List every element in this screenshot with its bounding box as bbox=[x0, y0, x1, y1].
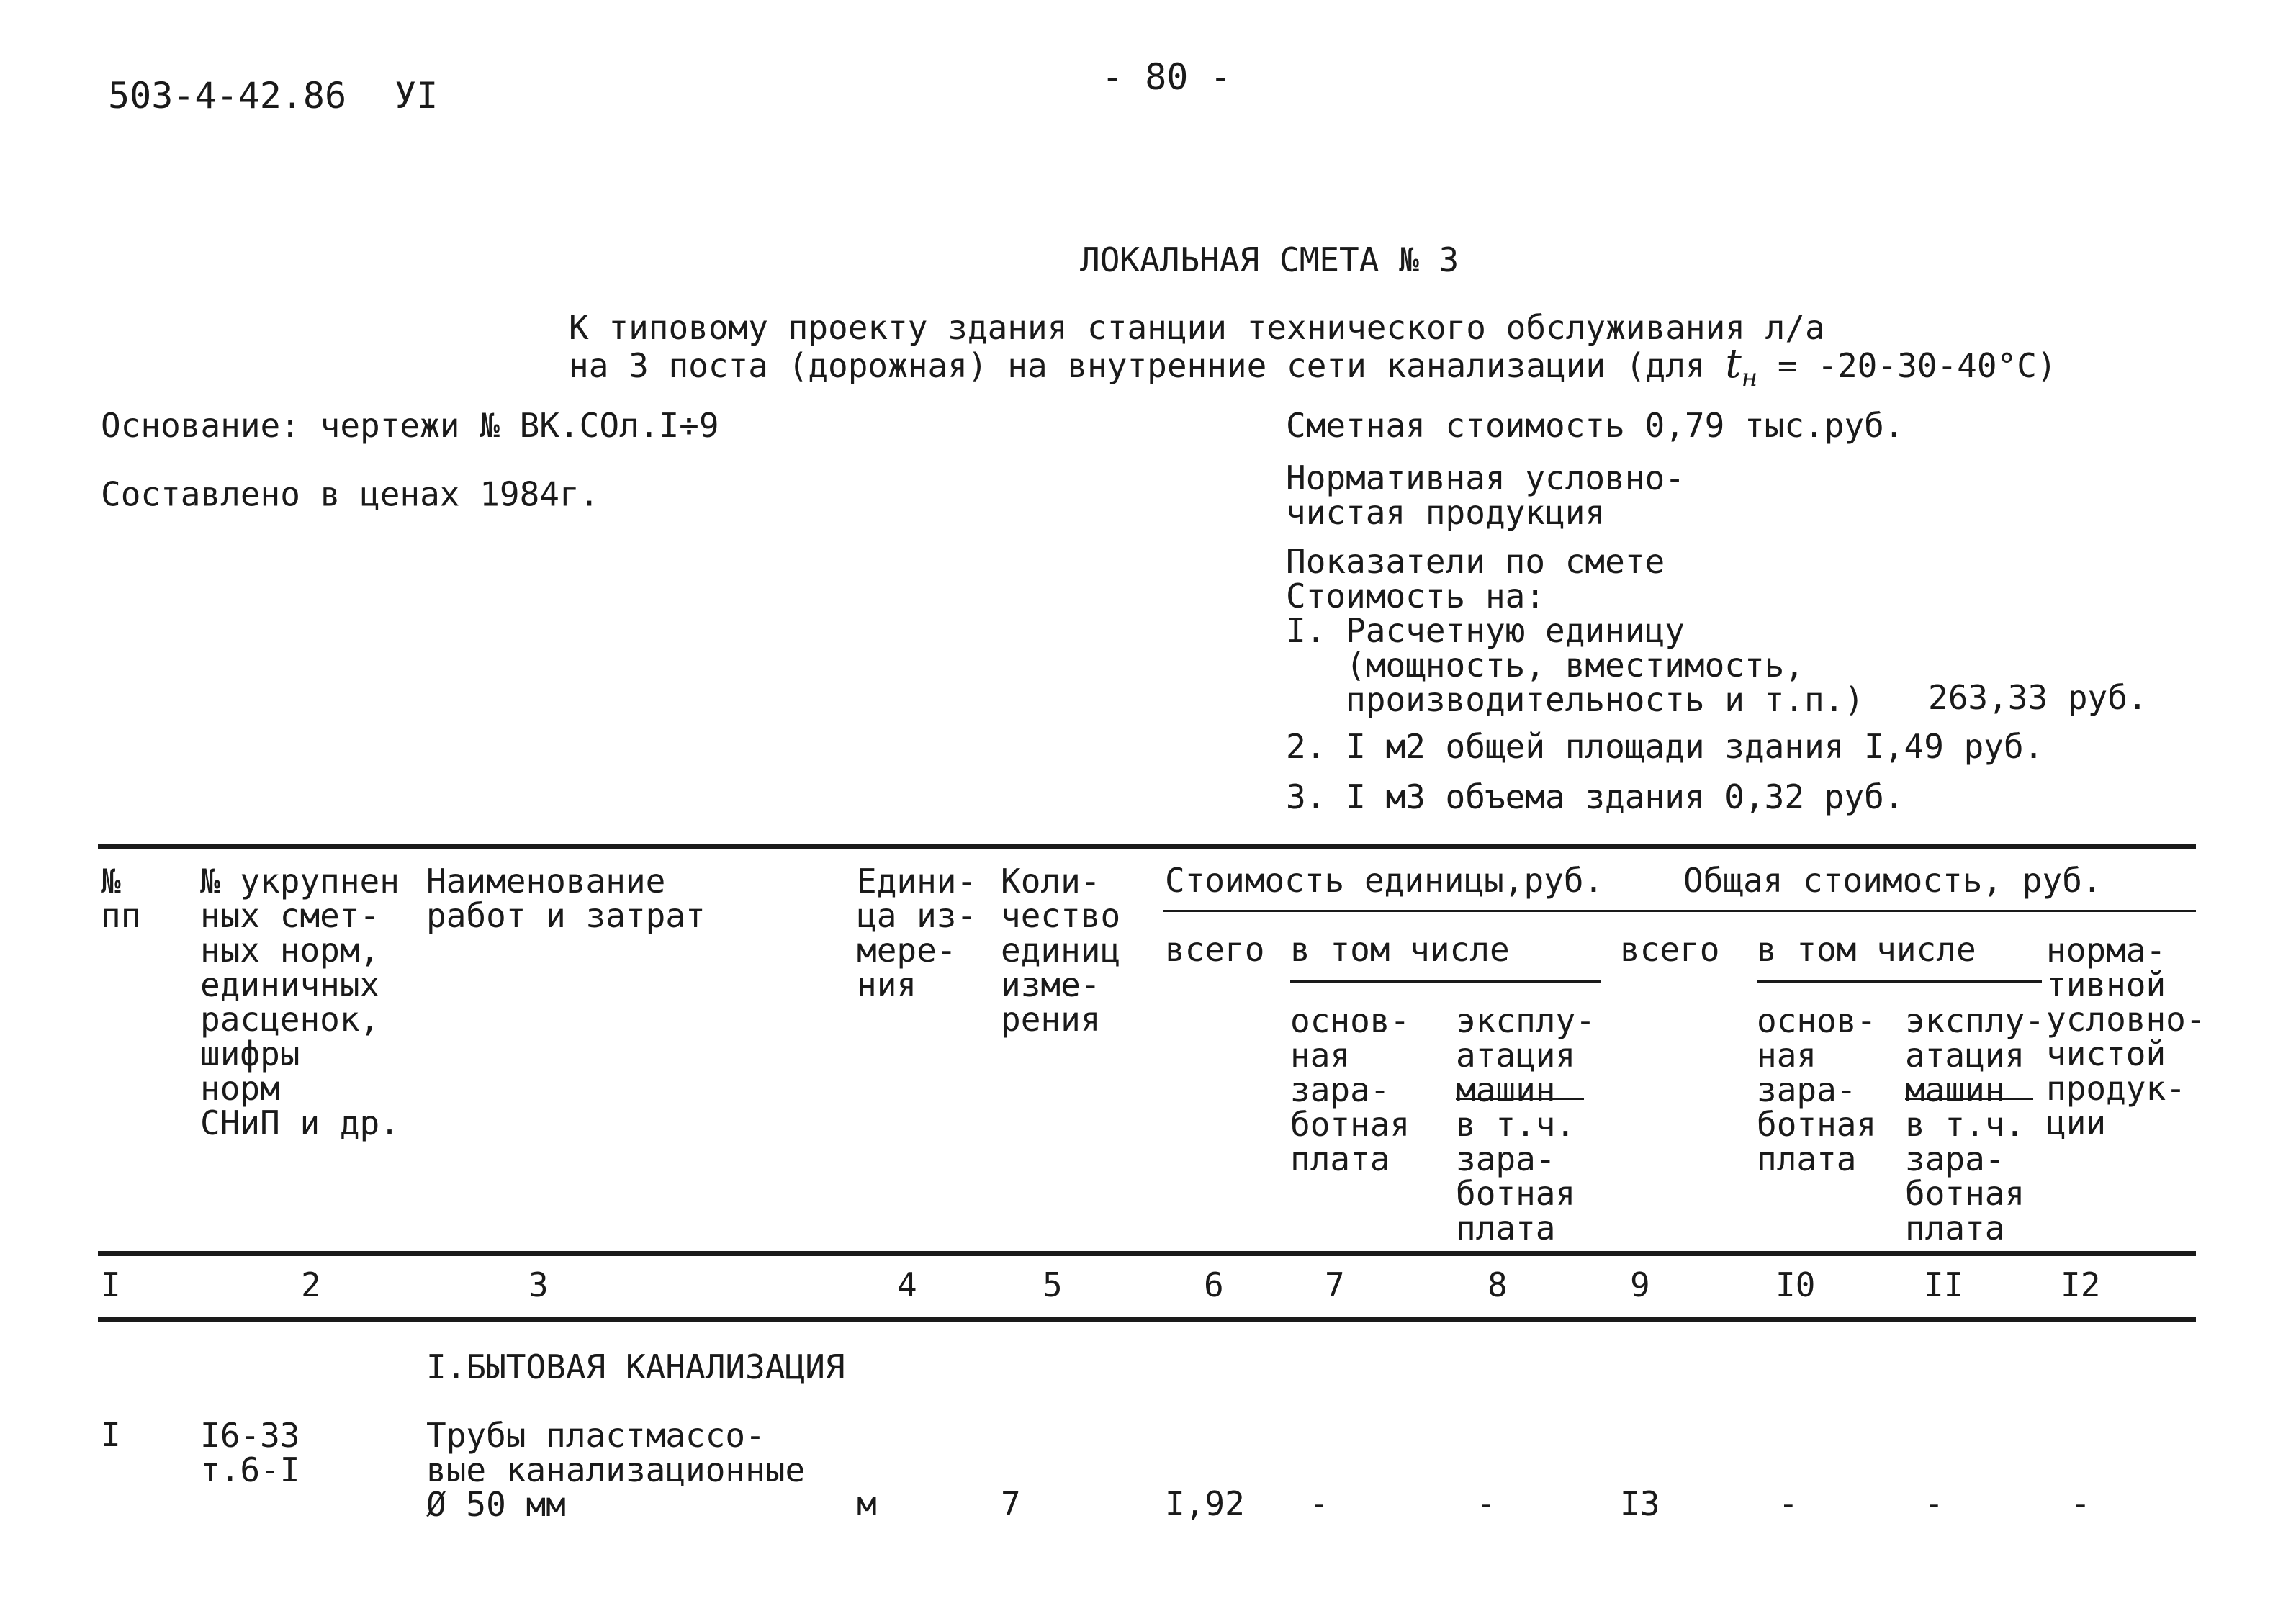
total-including-underline bbox=[1757, 980, 2042, 983]
subtitle-line-2-suffix: = -20-30-40°С) bbox=[1777, 346, 2057, 385]
indicator-item-2: 2. I м2 общей площади здания I,49 руб. bbox=[1286, 727, 2044, 766]
temperature-symbol bbox=[1725, 340, 1758, 393]
header-total-machine: эксплу- атация машин bbox=[1905, 1001, 2045, 1109]
header-total-cost-group: Общая стоимость, руб. bbox=[1683, 861, 2102, 900]
row-1-unit-machine: - bbox=[1476, 1484, 1496, 1523]
header-unit-machine-wage: в т.ч. зара- ботная плата bbox=[1456, 1105, 1576, 1247]
row-1-total: I3 bbox=[1620, 1484, 1660, 1523]
row-1-number: I bbox=[101, 1415, 121, 1454]
row-1-unit: м bbox=[857, 1484, 877, 1523]
column-number-5: 5 bbox=[1043, 1265, 1063, 1304]
header-unit-total: всего bbox=[1165, 930, 1265, 969]
subtitle-line-2-prefix: на 3 поста (дорожная) на внутренние сети канализации (для bbox=[569, 346, 1706, 385]
header-row-number: № пп bbox=[101, 862, 141, 935]
indicator-item-1: I. Расчетную единицу (мощность, вместимость, производительность и т.п.) bbox=[1286, 611, 1865, 719]
column-number-11: II bbox=[1924, 1265, 1964, 1304]
temperature-subscript: н bbox=[1741, 364, 1758, 393]
unit-including-underline bbox=[1290, 980, 1601, 983]
row-1-unit-total: I,92 bbox=[1165, 1484, 1245, 1523]
row-1-unit-base-wage: - bbox=[1309, 1484, 1329, 1523]
temperature-t: t bbox=[1725, 340, 1742, 387]
header-unit-base-wage: основ- ная зара- ботная плата bbox=[1290, 1001, 1410, 1178]
row-1-quantity: 7 bbox=[1001, 1484, 1021, 1523]
row-1-total-base-wage: - bbox=[1778, 1484, 1798, 1523]
subtitle-line-2 bbox=[569, 340, 2057, 393]
document-code: 503-4-42.86 bbox=[108, 75, 347, 117]
basis-prices-suffix: г. bbox=[559, 474, 600, 514]
header-bottom-rule bbox=[98, 1251, 2196, 1256]
column-numbers-rule bbox=[98, 1317, 2196, 1322]
column-number-3: 3 bbox=[528, 1265, 549, 1304]
header-normative-product: норма- тивной условно- чистой продук- ции bbox=[2046, 931, 2206, 1142]
column-number-2: 2 bbox=[301, 1265, 321, 1304]
cost-group-underline bbox=[1163, 910, 2196, 912]
header-quantity: Коли- чество единиц изме- рения bbox=[1001, 862, 1121, 1039]
column-number-1: I bbox=[101, 1265, 121, 1304]
section-title: I.БЫТОВАЯ КАНАЛИЗАЦИЯ bbox=[426, 1348, 845, 1386]
header-work-name: Наименование работ и затрат bbox=[426, 862, 706, 935]
column-number-6: 6 bbox=[1204, 1265, 1224, 1304]
header-total: всего bbox=[1620, 930, 1720, 969]
header-unit-including: в том числе bbox=[1290, 930, 1510, 969]
column-number-8: 8 bbox=[1487, 1265, 1508, 1304]
header-unit-machine: эксплу- атация машин bbox=[1456, 1001, 1595, 1109]
indicators-heading: Показатели по смете Стоимость на: bbox=[1286, 542, 1665, 615]
indicator-item-1-value: 263,33 руб. bbox=[1928, 678, 2148, 717]
header-unit-cost-group: Стоимость единицы,руб. bbox=[1165, 861, 1604, 900]
basis-prices bbox=[101, 474, 600, 514]
row-1-total-normative: - bbox=[2071, 1484, 2091, 1523]
indicator-item-3: 3. I м3 объема здания 0,32 руб. bbox=[1286, 777, 1904, 816]
row-1-total-machine: - bbox=[1924, 1484, 1944, 1523]
header-unit: Едини- ца из- мере- ния bbox=[857, 862, 977, 1004]
header-total-including: в том числе bbox=[1757, 930, 1976, 969]
estimate-cost: Сметная стоимость 0,79 тыс.руб. bbox=[1286, 406, 1904, 445]
header-norm-code: № укрупнен ных смет- ных норм, единичных расценок, шифры норм СНиП и др. bbox=[200, 862, 400, 1142]
header-total-machine-wage: в т.ч. зара- ботная плата bbox=[1905, 1105, 2025, 1247]
page-number: - 80 - bbox=[1102, 56, 1232, 98]
subtitle-line-1: К типовому проекту здания станции технического обслуживания л/а bbox=[569, 308, 1825, 347]
column-number-10: I0 bbox=[1775, 1265, 1816, 1304]
document-title: ЛОКАЛЬНАЯ СМЕТА № 3 bbox=[1080, 240, 1459, 279]
basis-prices-text: Составлено в ценах 1984 bbox=[101, 474, 559, 514]
column-number-12: I2 bbox=[2061, 1265, 2101, 1304]
column-number-9: 9 bbox=[1630, 1265, 1650, 1304]
row-1-norm-code: I6-33 т.6-I bbox=[200, 1416, 300, 1489]
normative-product: Нормативная условно- чистая продукция bbox=[1286, 459, 1685, 532]
header-total-base-wage: основ- ная зара- ботная плата bbox=[1757, 1001, 1877, 1178]
column-number-7: 7 bbox=[1325, 1265, 1345, 1304]
column-number-4: 4 bbox=[897, 1265, 917, 1304]
album-number: УI bbox=[395, 75, 438, 117]
table-top-rule bbox=[98, 844, 2196, 849]
row-1-work-name: Трубы пластмассо- вые канализационные Ø 50 мм bbox=[426, 1416, 806, 1524]
basis-drawings: Основание: чертежи № ВК.СОл.I÷9 bbox=[101, 406, 719, 445]
